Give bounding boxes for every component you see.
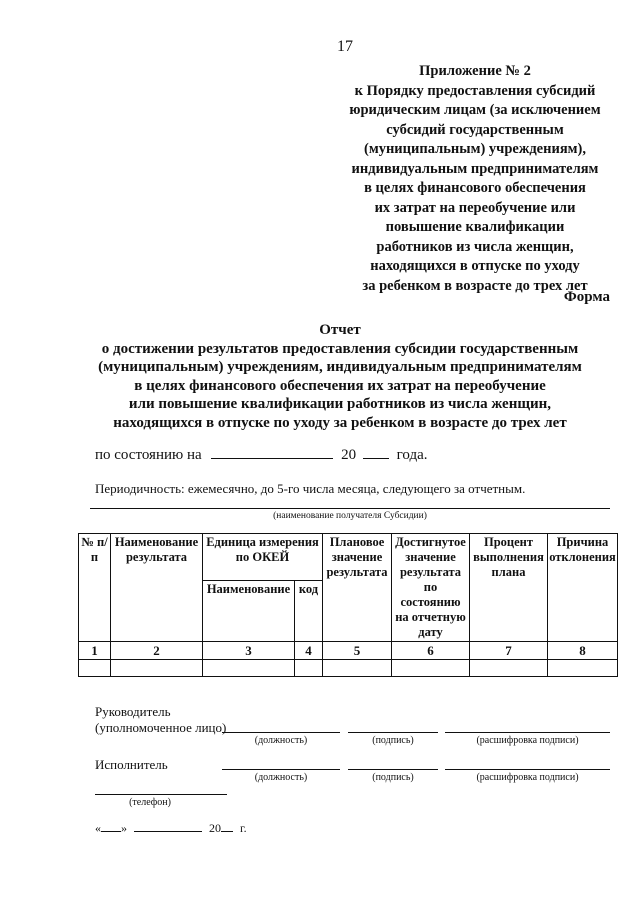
appendix-line: (муниципальным) учреждениям), [363,141,586,157]
head-signature-caption: (подпись) [372,735,414,746]
head-signature-field[interactable] [348,732,438,733]
header-cell-number: № п/п [79,534,111,642]
executor-position-field[interactable] [222,769,340,770]
appendix-line: работников из числа женщин, [376,238,574,255]
date-line [95,820,247,836]
form-label: Форма [563,289,610,305]
head-label: Руководитель [95,704,171,719]
column-number: 8 [548,642,618,660]
column-number: 7 [470,642,548,660]
executor-position-caption: (должность) [254,772,308,783]
report-title-line: Отчет [319,322,361,338]
data-cell[interactable] [111,660,203,677]
header-cell-plan: Плановое значение результата [323,534,392,642]
appendix-header [330,62,620,296]
head-decoding-field[interactable] [445,732,610,733]
year-field[interactable] [221,820,233,832]
year-field[interactable] [363,444,389,459]
report-title-line: (муниципальным) учреждениям, индивидуальным предпринимателям [98,359,582,375]
year-prefix: 20 [341,447,357,463]
page-number: 17 [337,38,353,55]
day-field[interactable] [101,820,121,832]
header-cell-actual: Достигнутое значение результата по состоянию на отчетную дату [392,534,470,642]
data-cell[interactable] [295,660,323,677]
report-title-line: в целях финансового обеспечения их затрат на переобучение [134,377,546,394]
recipient-name-field[interactable] [90,508,610,509]
results-table [78,533,618,677]
header-cell-percent: Процент выполнения плана [470,534,548,642]
head-position-caption: (должность) [254,735,308,746]
executor-decoding-field[interactable] [445,769,610,770]
data-cell[interactable] [79,660,111,677]
year-prefix: 20 [209,821,221,835]
head-decoding-caption: (расшифровка подписи) [476,735,579,746]
appendix-line: к Порядку предоставления субсидий [354,82,596,99]
year-suffix: г. [240,821,247,835]
phone-field[interactable] [95,794,227,795]
appendix-line: субсидий государственным [386,121,564,138]
executor-signature-caption: (подпись) [372,772,414,783]
data-cell[interactable] [470,660,548,677]
data-cell[interactable] [203,660,295,677]
appendix-line: в целях финансового обеспечения [364,180,586,196]
column-number: 6 [392,642,470,660]
quote-open: « [95,821,101,835]
report-title-line: находящихся в отпуске по уходу за ребенком в возрасте до трех лет [113,414,567,431]
head-position-field[interactable] [222,732,340,733]
appendix-line: индивидуальным предпринимателям [351,160,599,177]
data-cell[interactable] [392,660,470,677]
month-field[interactable] [134,820,202,832]
year-suffix: года. [396,447,428,463]
data-cell[interactable] [323,660,392,677]
appendix-line: за ребенком в возрасте до трех лет [362,277,588,294]
column-number: 1 [79,642,111,660]
appendix-line: юридическим лицам (за исключением [349,102,601,118]
data-cell[interactable] [548,660,618,677]
phone-caption: (телефон) [129,797,171,808]
header-cell-unit-code: код [295,581,323,642]
appendix-line: Приложение № 2 [419,63,531,79]
periodicity-text: Периодичность: ежемесячно, до 5-го числа месяца, следующего за отчетным. [95,481,526,496]
header-cell-reason: Причина отклонения [548,534,618,642]
header-cell-unit-name: Наименование [203,581,295,642]
as-of-date-line [95,444,428,464]
column-number: 3 [203,642,295,660]
header-cell-result-name: Наименование результата [111,534,203,642]
executor-signature-field[interactable] [348,769,438,770]
column-number: 2 [111,642,203,660]
header-cell-unit: Единица измерения по ОКЕЙ [203,534,323,581]
quote-close: » [121,821,127,835]
column-number: 4 [295,642,323,660]
appendix-line: их затрат на переобучение или [374,199,576,216]
column-number: 5 [323,642,392,660]
recipient-caption: (наименование получателя Субсидии) [273,511,427,521]
appendix-line: повышение квалификации [385,219,565,235]
executor-label: Исполнитель [95,757,168,772]
date-field[interactable] [211,444,333,459]
executor-decoding-caption: (расшифровка подписи) [476,772,579,783]
report-title-line: или повышение квалификации работников из числа женщин, [128,396,552,412]
appendix-line: находящихся в отпуске по уходу [370,258,580,274]
report-title-line: о достижении результатов предоставления субсидии государственным [101,340,579,357]
report-title [60,321,620,432]
as-of-label: по состоянию на [95,447,202,463]
head-label-authorized: (уполномоченное лицо) [95,720,227,735]
